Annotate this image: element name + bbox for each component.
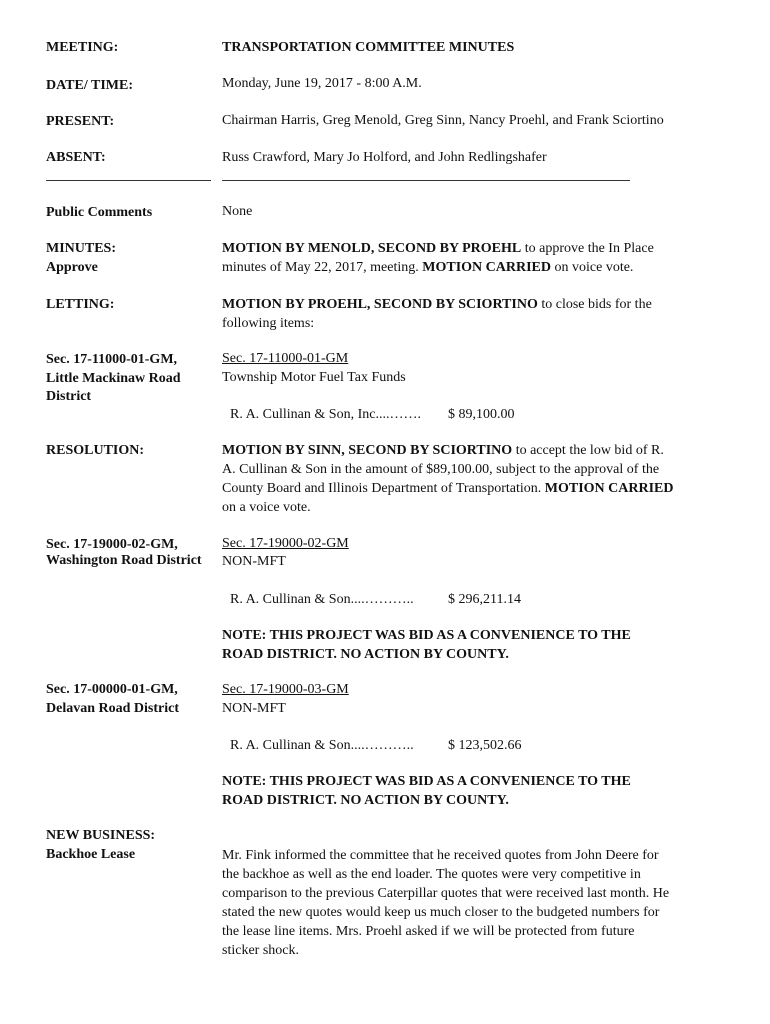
section2-note-1: NOTE: THIS PROJECT WAS BID AS A CONVENIENCE TO THE [222,628,631,643]
meeting-title: TRANSPORTATION COMMITTEE MINUTES [222,40,515,55]
section2-label-1: Sec. 17-19000-02-GM, [46,537,178,552]
divider-left [46,180,211,181]
section3-note-2: ROAD DISTRICT. NO ACTION BY COUNTY. [222,793,509,808]
section1-bidder: R. A. Cullinan & Son, Inc....……. [230,407,421,422]
minutes-text-2: minutes of May 22, 2017, meeting. [222,260,423,275]
letting-text-1: to close bids for the [537,297,652,312]
present-label: PRESENT: [46,114,115,129]
new-business-line: the lease line items. Mrs. Proehl asked if we will be protected from future [222,924,635,939]
new-business-paragraph [222,846,727,960]
minutes-text-3: on voice vote. [551,260,634,275]
new-business-line: stated the new quotes would keep us much closer to the budgeted numbers for [222,905,660,920]
backhoe-lease-label: Backhoe Lease [46,847,136,862]
section1-amount: $ 89,100.00 [448,407,515,422]
letting-paragraph [222,295,727,333]
present-value: Chairman Harris, Greg Menold, Greg Sinn, Nancy Proehl, and Frank Sciortino [222,113,664,128]
section1-label-3: District [46,389,92,404]
resolution-text-4: on a voice vote. [222,500,311,515]
resolution-paragraph [222,441,727,517]
absent-label: ABSENT: [46,150,106,165]
section2-label-2: Washington Road District [46,553,202,568]
absent-value: Russ Crawford, Mary Jo Holford, and John Redlingshafer [222,150,547,165]
new-business-line: the backhoe as well as the end loader. The quotes were very competitive in [222,867,641,882]
minutes-motion: MOTION BY MENOLD, SECOND BY PROEHL [222,241,522,256]
section3-bidder: R. A. Cullinan & Son....……….. [230,738,414,753]
section3-amount: $ 123,502.66 [448,738,522,753]
section1-sec-link[interactable]: Sec. 17-11000-01-GM [222,351,349,366]
section1-fund: Township Motor Fuel Tax Funds [222,370,406,385]
section3-label-2: Delavan Road District [46,701,179,716]
minutes-motion-paragraph [222,239,727,277]
date-value: Monday, June 19, 2017 - 8:00 A.M. [222,76,422,91]
meeting-label: MEETING: [46,40,119,55]
letting-label: LETTING: [46,297,115,312]
public-comments-value: None [222,204,253,219]
new-business-label: NEW BUSINESS: [46,828,156,843]
section3-sec-link[interactable]: Sec. 17-19000-03-GM [222,682,349,697]
section2-fund: NON-MFT [222,554,286,569]
section2-amount: $ 296,211.14 [448,592,521,607]
minutes-label: MINUTES: [46,241,117,256]
section3-note-1: NOTE: THIS PROJECT WAS BID AS A CONVENIENCE TO THE [222,774,631,789]
resolution-motion: MOTION BY SINN, SECOND BY SCIORTINO [222,443,513,458]
resolution-label: RESOLUTION: [46,443,145,458]
section2-sec-link[interactable]: Sec. 17-19000-02-GM [222,536,349,551]
minutes-text-1: to approve the In Place [521,241,654,256]
resolution-carried: MOTION CARRIED [544,481,674,496]
minutes-sublabel: Approve [46,260,98,275]
new-business-line: Mr. Fink informed the committee that he received quotes from John Deere for [222,848,659,863]
section3-fund: NON-MFT [222,701,286,716]
section3-label-1: Sec. 17-00000-01-GM, [46,682,178,697]
resolution-text-2: A. Cullinan & Son in the amount of $89,100.00, subject to the approval of the [222,462,660,477]
new-business-line: sticker shock. [222,943,299,958]
letting-text-2: following items: [222,316,315,331]
minutes-carried: MOTION CARRIED [422,260,551,275]
new-business-line: comparison to the previous Caterpillar quotes that were received last month. He [222,886,670,901]
section1-label-2: Little Mackinaw Road [46,371,181,386]
letting-motion: MOTION BY PROEHL, SECOND BY SCIORTINO [222,297,538,312]
section2-note-2: ROAD DISTRICT. NO ACTION BY COUNTY. [222,647,509,662]
public-comments-label: Public Comments [46,205,153,220]
divider-right [222,180,630,181]
resolution-text-1: to accept the low bid of R. [512,443,664,458]
resolution-text-3: County Board and Illinois Department of Transportation. [222,481,545,496]
section1-label-1: Sec. 17-11000-01-GM, [46,352,178,367]
date-label: DATE/ TIME: [46,78,133,93]
section2-bidder: R. A. Cullinan & Son....……….. [230,592,414,607]
